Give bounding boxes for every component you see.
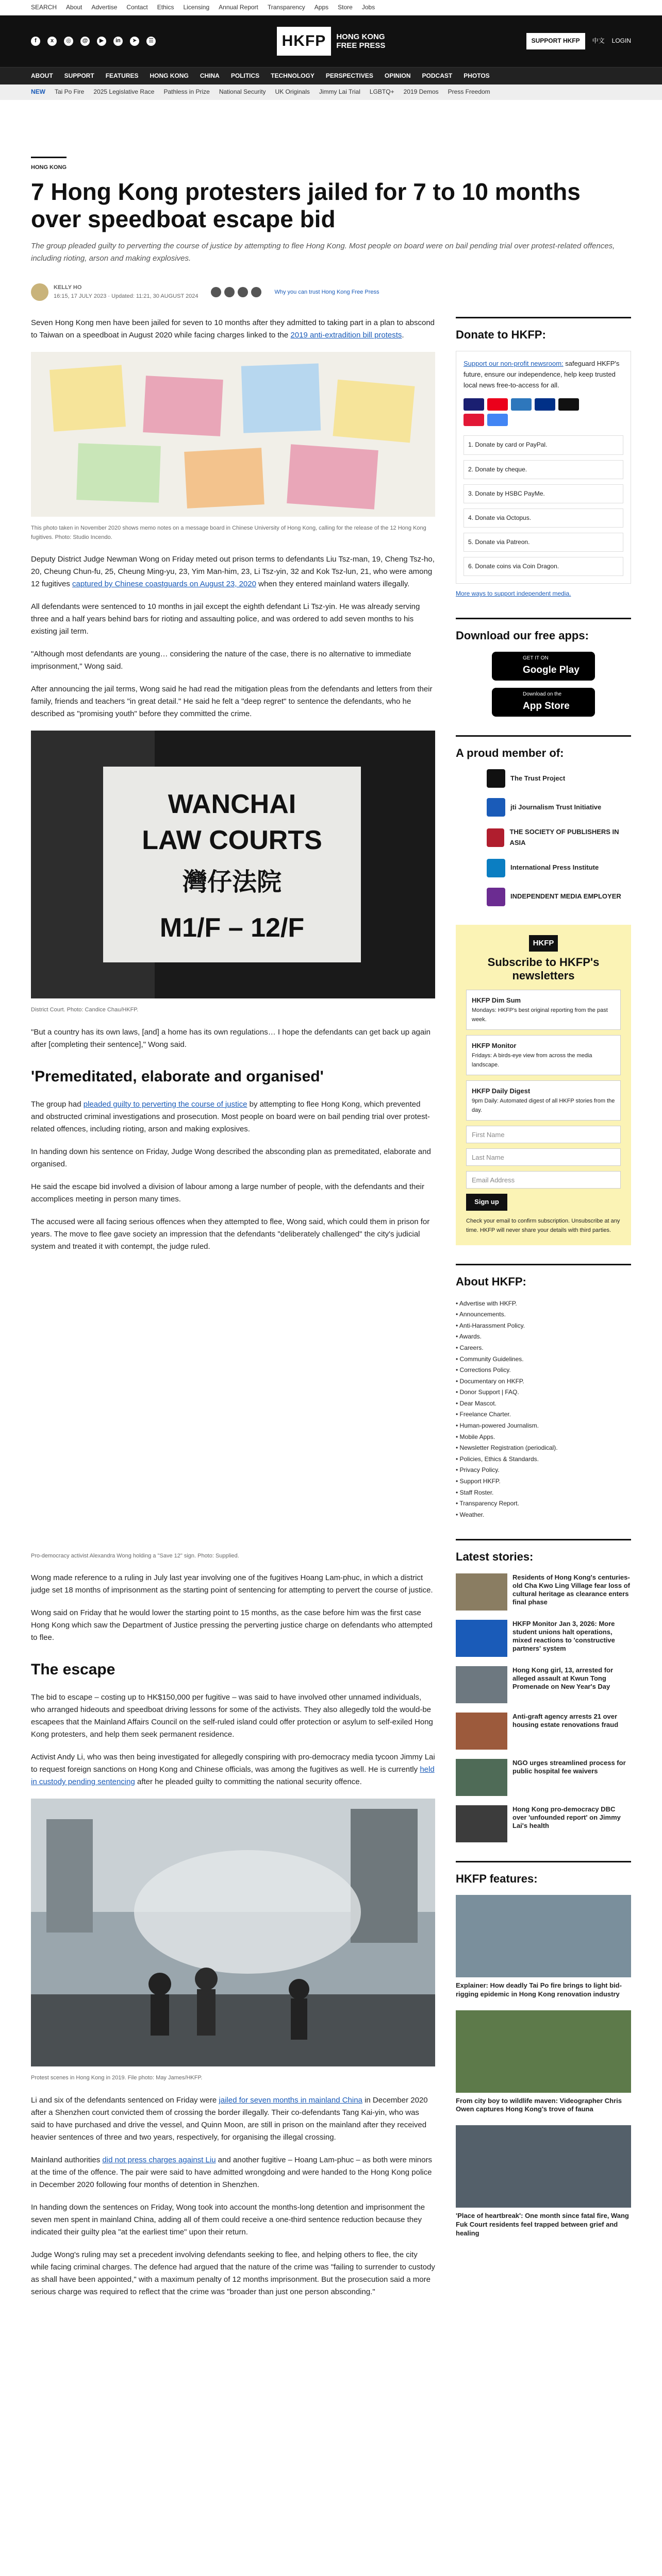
member-logo[interactable]: THE SOCIETY OF PUBLISHERS IN ASIA — [487, 827, 631, 849]
about-link[interactable]: • Advertise with HKFP. — [456, 1298, 631, 1310]
nav-features[interactable]: FEATURES — [105, 72, 139, 79]
share-email-icon[interactable] — [251, 287, 261, 297]
share-whatsapp-icon[interactable] — [238, 287, 248, 297]
donate-option[interactable]: 3. Donate by HSBC PayMe. — [464, 484, 623, 503]
story-thumbnail — [456, 1805, 507, 1842]
linkedin-icon[interactable]: in — [113, 37, 123, 46]
member-logo[interactable]: INDEPENDENT MEDIA EMPLOYER — [487, 888, 631, 906]
threads-icon[interactable]: @ — [80, 37, 90, 46]
trending-item[interactable]: Press Freedom — [448, 88, 490, 96]
newsletter-title: Subscribe to HKFP's newsletters — [487, 955, 600, 982]
share-icons — [211, 287, 261, 297]
trending-item[interactable]: National Security — [219, 88, 266, 96]
logo-mark: HKFP — [277, 27, 332, 56]
nav-about[interactable]: ABOUT — [31, 72, 53, 79]
advertise-link[interactable]: Advertise — [91, 3, 118, 11]
about-link[interactable]: • Freelance Charter. — [456, 1409, 631, 1420]
google-play-label: Google Play — [523, 664, 580, 675]
inline-link[interactable]: captured by Chinese coastguards on August 23, 2020 — [72, 580, 256, 589]
feature-story[interactable]: Explainer: How deadly Tai Po fire brings to light bid-rigging epidemic in Hong Kong renovation industry — [456, 1895, 631, 1999]
newsletter-option[interactable]: HKFP Daily Digest 9pm Daily: Automated digest of all HKFP stories from the day. — [466, 1080, 621, 1121]
twitter-icon[interactable]: x — [47, 37, 57, 46]
byline-text: KELLY HO 16:15, 17 JULY 2023 · Updated: 11:21, 30 AUGUST 2024 — [54, 284, 198, 300]
utility-bar — [0, 0, 662, 15]
newsletter-option[interactable]: HKFP Dim Sum Mondays: HKFP's best original reporting from the past week. — [466, 990, 621, 1030]
image-caption: This photo taken in November 2020 shows memo notes on a message board in Chinese University of Hong Kong, calling for the release of the 12 Hong Kong fugitives. Photo: Studio Incendo. — [31, 524, 426, 540]
about-link[interactable]: • Staff Roster. — [456, 1487, 631, 1499]
header-actions — [431, 33, 631, 49]
site-header — [0, 15, 662, 67]
member-logo[interactable]: The Trust Project — [487, 769, 631, 788]
inline-link[interactable]: did not press charges against Liu — [102, 2155, 216, 2164]
story-thumbnail — [456, 1759, 507, 1796]
rss-icon[interactable]: ☰ — [146, 37, 156, 46]
subheading: 'Premeditated, elaborate and organised' — [31, 1067, 324, 1085]
about-link[interactable]: • Anti-Harassment Policy. — [456, 1320, 631, 1332]
more-support-link[interactable]: More ways to support independent media. — [456, 590, 571, 598]
donate-link[interactable]: Support our non-profit newsroom: — [464, 360, 564, 368]
about-link[interactable]: • Weather. — [456, 1510, 631, 1521]
telegram-icon[interactable]: ➤ — [130, 37, 139, 46]
instagram-icon[interactable]: ◎ — [64, 37, 73, 46]
paragraph: Wong made reference to a ruling in July last year involving one of the fugitives Hoang Lam-phuc, in which a district judge set 18 months of imprisonment as the starting point of sentencing for attempting to pervert the course of justice. — [31, 1573, 433, 1595]
features-widget — [456, 1861, 631, 2238]
paragraph: In handing down his sentence on Friday, Judge Wong described the absconding plan as premeditated, elaborate and organised. — [31, 1147, 431, 1168]
paragraph: Judge Wong's ruling may set a precedent involving defendants seeking to flee, and helping others to flee, the city while facing criminal charges. The defence had argued that the nature of the crime was "failing to surrender to custody as shall have been appointed," with a maximum penalty of 12 months imprisonment. But the prosecution said a more serious charge was required to reflect that the crime was "broader than just one person absconding." — [31, 2250, 435, 2296]
apps-title: Download our free apps: — [456, 629, 589, 642]
paragraph: Wong said on Friday that he would lower the starting point to 15 months, as the case before him was the first case Hong Kong which saw the Department of Justice pressing the perverting justice charge on defendants who attempted to flee. — [31, 1608, 433, 1642]
language-switch[interactable]: 中文 — [592, 37, 605, 45]
feature-image — [456, 2010, 631, 2093]
author-avatar — [31, 283, 48, 301]
about-link[interactable]: • Transparency Report. — [456, 1498, 631, 1510]
image-caption: Pro-democracy activist Alexandra Wong holding a "Save 12" sign. Photo: Supplied. — [31, 1552, 239, 1559]
latest-story[interactable]: Residents of Hong Kong's centuries-old Cha Kwo Ling Village fear loss of cultural heritage as clearance enters final phase — [456, 1573, 631, 1611]
story-thumbnail — [456, 1713, 507, 1750]
paragraph: The accused were all facing serious offences when they attempted to flee, Wong said, which could them in prison for years. The move to flee gave society an impression that the defendants "deliberately challenged" the city's judicial system and treated it with contempt, the judge ruled. — [31, 1217, 430, 1251]
contact-link[interactable]: Contact — [126, 3, 148, 11]
about-link[interactable]: • Donor Support | FAQ. — [456, 1387, 631, 1398]
trending-item[interactable]: Tai Po Fire — [55, 88, 85, 96]
trending-item[interactable]: 2019 Demos — [403, 88, 439, 96]
about-link[interactable]: • Dear Mascot. — [456, 1398, 631, 1410]
member-logo[interactable]: International Press Institute — [487, 859, 631, 877]
inline-link[interactable]: held in custody pending sentencing — [31, 1765, 435, 1787]
nav-opinion[interactable]: OPINION — [384, 72, 411, 79]
paragraph: The group had pleaded guilty to perverting the course of justice by attempting to flee Hong Kong, which prevented and obstructed criminal investigations and prosecution. Most people on board were on bail pending trial over protest-related offences, including rioting, arson and making explosives. — [31, 1099, 430, 1133]
inline-link[interactable]: 2019 anti-extradition bill protests — [290, 330, 402, 340]
donate-box — [456, 351, 631, 584]
logo-text — [336, 32, 385, 50]
author-name[interactable]: KELLY HO — [54, 284, 82, 291]
nav-china[interactable]: CHINA — [200, 72, 220, 79]
article-title: 7 Hong Kong protesters jailed for 7 to 10 months over speedboat escape bid — [31, 178, 581, 232]
nav-hong-kong[interactable]: HONG KONG — [150, 72, 189, 79]
donate-option[interactable]: 1. Donate by card or PayPal. — [464, 435, 623, 454]
paragraph: "Although most defendants are young… considering the nature of the case, there is no alternative to immediate imprisonment," Wong said. — [31, 650, 411, 671]
nav-politics[interactable]: POLITICS — [230, 72, 260, 79]
ethics-link[interactable]: Ethics — [157, 3, 174, 11]
article-columns — [31, 317, 631, 2309]
share-facebook-icon[interactable] — [211, 287, 221, 297]
transparency-link[interactable]: Transparency — [267, 3, 305, 11]
latest-story[interactable]: Anti-graft agency arrests 21 over housing estate renovations fraud — [456, 1713, 631, 1750]
about-link[interactable]: • Newsletter Registration (periodical). — [456, 1443, 631, 1454]
paragraph: In handing down the sentences on Friday, Wong took into account the months-long detention and imprisonment the seven men spent in mainland China, adding all of them could receive a one-third sentence reduction because they indicated their guilty plea "at the earliest time" upon their return. — [31, 2202, 425, 2236]
story-thumbnail — [456, 1573, 507, 1611]
article-image-memo-board — [31, 352, 435, 517]
site-logo[interactable] — [231, 27, 431, 56]
features-title: HKFP features: — [456, 1872, 538, 1885]
licensing-link[interactable]: Licensing — [183, 3, 210, 11]
story-thumbnail — [456, 1666, 507, 1703]
about-widget — [456, 1264, 631, 1520]
paragraph: "But a country has its own laws, [and] a home has its own regulations… I hope the defendants can get back up again after [completing their sentence]," Wong said. — [31, 1027, 431, 1049]
paragraph: Li and six of the defendants sentenced on Friday were jailed for seven months in mainland China in December 2020 after a Shenzhen court convicted them of crossing the border illegally. Their co-defendants Tang Kai-yin, who was said to have purchased and drive the vessel, and Quinn Moon, are still in prison on the mainland after they received heavier sentences of three and two years, respectively, for organising the illegal crossing. — [31, 2095, 428, 2142]
feature-story[interactable]: From city boy to wildlife maven: Videographer Chris Owen captures Hong Kong's trove of fauna — [456, 2010, 631, 2114]
employer-icon — [487, 888, 505, 906]
article-body — [31, 317, 435, 2309]
about-list — [456, 1298, 631, 1521]
latest-story[interactable]: NGO urges streamlined process for public hospital fee waivers — [456, 1759, 631, 1796]
latest-story[interactable]: Hong Kong girl, 13, arrested for alleged assault at Kwun Tong Promenade on New Year's Day — [456, 1666, 631, 1703]
app-store-label: App Store — [523, 700, 570, 711]
paragraph: Mainland authorities did not press charges against Liu and another fugitive – Hoang Lam-phuc – as both were minors at the time of the offence. The pair were said to have admitted wrongdoing and were handed to the Hong Kong police in December 2020 following four months of detention in Shenzhen. — [31, 2155, 432, 2189]
app-store-button[interactable] — [492, 688, 595, 717]
jobs-link[interactable]: Jobs — [361, 3, 375, 11]
latest-story[interactable]: Hong Kong pro-democracy DBC over 'unfounded report' on Jimmy Lai's health — [456, 1805, 631, 1842]
nav-perspectives[interactable]: PERSPECTIVES — [325, 72, 373, 79]
latest-stories-widget — [456, 1539, 631, 1842]
latest-title: Latest stories: — [456, 1550, 534, 1564]
about-link[interactable]: • Documentary on HKFP. — [456, 1376, 631, 1387]
sign-line-4: M1/F – 12/F — [159, 913, 305, 943]
about-link[interactable]: • Policies, Ethics & Standards. — [456, 1454, 631, 1465]
trending-item[interactable]: Pathless in Prize — [163, 88, 210, 96]
paragraph: After announcing the jail terms, Wong said he had read the mitigation pleas from the defendants and letters from their family, friends and teachers "in great detail." He said he felt a "deep regret" to sentence the defendants, who he described as "promising youth" before they committed the crime. — [31, 685, 433, 719]
updated-date: Updated: 11:21, 30 AUGUST 2024 — [111, 293, 198, 300]
about-link[interactable]: • Corrections Policy. — [456, 1365, 631, 1376]
nav-photos[interactable]: PHOTOS — [464, 72, 490, 79]
about-link[interactable]: • Privacy Policy. — [456, 1465, 631, 1476]
section-tag[interactable]: HONG KONG — [31, 157, 67, 173]
youtube-icon[interactable]: ▶ — [97, 37, 106, 46]
payment-icons — [464, 396, 618, 427]
share-twitter-icon[interactable] — [224, 287, 235, 297]
nav-podcast[interactable]: PODCAST — [422, 72, 453, 79]
google-play-button[interactable] — [492, 652, 595, 681]
sign-line-2: LAW COURTS — [142, 825, 322, 856]
member-logo[interactable]: jti Journalism Trust Initiative — [487, 798, 631, 817]
donate-title: Donate to HKFP: — [456, 328, 546, 341]
trending-bar — [0, 84, 662, 100]
paragraph: The bid to escape – costing up to HK$150,000 per fugitive – was said to have involved other unnamed individuals, who arranged hideouts and speedboat driving lessons for some of the activists. They also allegedly told the would-be escapees that the Mainland Affairs Council on the self-ruled island could offer protection or asylum to self-exiled Hong Kong protesters, and help them seek permanent residence. — [31, 1693, 433, 1739]
subheading: The escape — [31, 1661, 115, 1679]
logo-line-1: HONG KONG — [336, 32, 385, 41]
trust-badge[interactable]: Why you can trust Hong Kong Free Press — [274, 289, 379, 295]
newsletter-note: Check your email to confirm subscription. Unsubscribe at any time. HKFP will never share your details with third parties. — [466, 1218, 620, 1233]
facebook-icon[interactable]: f — [31, 37, 40, 46]
paragraph: Activist Andy Li, who was then being investigated for allegedly conspiring with pro-democracy media tycoon Jimmy Lai to request foreign sanctions on Hong Kong and Chinese officials, was among the fugitives as well. He is currently held in custody pending sentencing after he pleaded guilty to committing the national security offence. — [31, 1753, 435, 1787]
last-name-field[interactable]: Last Name — [466, 1148, 621, 1166]
donate-widget — [456, 317, 631, 599]
byline — [31, 283, 631, 301]
paragraph: Seven Hong Kong men have been jailed for seven to 10 months after they admitted to taking part in a plan to abscond to Taiwan on a speedboat in August 2020 while facing charges linked to the 2019 anti-extradition bill protests. — [31, 318, 435, 340]
first-name-field[interactable]: First Name — [466, 1126, 621, 1143]
donate-text: Support our non-profit newsroom: safeguard HKFP's future, ensure our independence, help keep trusted local news free-to-access for all. — [464, 360, 620, 389]
about-link[interactable]: • Human-powered Journalism. — [456, 1420, 631, 1432]
feature-story[interactable]: 'Place of heartbreak': One month since fatal fire, Wang Fuk Court residents feel trapped between grief and healing — [456, 2125, 631, 2238]
sign-line-1: WANCHAI — [168, 789, 296, 820]
member-title: A proud member of: — [456, 746, 564, 759]
trending-item[interactable]: Jimmy Lai Trial — [319, 88, 360, 96]
apps-link[interactable]: Apps — [314, 3, 329, 11]
annual-report-link[interactable]: Annual Report — [219, 3, 258, 11]
article-image-court-sign — [31, 731, 435, 998]
donate-option[interactable]: 2. Donate by cheque. — [464, 460, 623, 479]
inline-link[interactable]: jailed for seven months in mainland China — [219, 2095, 362, 2105]
story-thumbnail — [456, 1620, 507, 1657]
newsletter-logo: HKFP — [529, 935, 558, 952]
app-store-small: Download on the — [523, 691, 562, 697]
signup-button[interactable]: Sign up — [466, 1194, 507, 1211]
paragraph: He said the escape bid involved a division of labour among a large number of people, with the defendants and their accomplices meeting in person many times. — [31, 1182, 424, 1204]
inline-link[interactable]: pleaded guilty to perverting the course of justice — [83, 1099, 247, 1109]
publish-date: 16:15, 17 JULY 2023 — [54, 293, 107, 300]
donate-option[interactable]: 6. Donate coins via Coin Dragon. — [464, 557, 623, 576]
about-link[interactable]: • Awards. — [456, 1331, 631, 1343]
sopa-icon — [487, 828, 504, 847]
social-icons — [31, 37, 231, 46]
ipi-icon — [487, 859, 505, 877]
latest-story[interactable]: HKFP Monitor Jan 3, 2026: More student unions halt operations, mixed reactions to 'constructive partners' system — [456, 1620, 631, 1657]
paragraph: Deputy District Judge Newman Wong on Friday meted out prison terms to defendants Liu Tsz-man, 19, Cheng Tsz-ho, 20, Cheung Chun-fu, 25, Cheung Ming-yu, 23, Yim Man-him, 23, Li Tsz-yin, 32 and Kok Tsz-lun, 21, who were among 12 fugitives captured by Chinese coastguards on August 23, 2020 when they entered mainland waters illegally. — [31, 555, 435, 589]
about-title: About HKFP: — [456, 1275, 526, 1289]
trust-project-icon — [487, 769, 505, 788]
trending-item[interactable]: 2025 Legislative Race — [93, 88, 155, 96]
email-field[interactable]: Email Address — [466, 1171, 621, 1189]
main-nav — [0, 67, 662, 84]
membership-widget — [456, 735, 631, 906]
nav-technology[interactable]: TECHNOLOGY — [271, 72, 315, 79]
paragraph: All defendants were sentenced to 10 months in jail except the eighth defendant Li Tsz-yin. He was already serving three and a half years behind bars for rioting and assaulting police, and was ordered to add seven months to his existing jail term. — [31, 602, 420, 636]
embedded-media-placeholder — [31, 1263, 435, 1552]
search-link[interactable]: SEARCH — [31, 3, 57, 11]
google-play-small: GET IT ON — [523, 655, 549, 661]
content-wrapper — [0, 100, 662, 2309]
donate-option[interactable]: 5. Donate via Patreon. — [464, 533, 623, 552]
login-link[interactable]: LOGIN — [611, 37, 631, 45]
sidebar — [456, 317, 631, 2309]
nav-support[interactable]: SUPPORT — [64, 72, 94, 79]
store-link[interactable]: Store — [338, 3, 353, 11]
jti-icon — [487, 798, 505, 817]
about-link[interactable]: • Support HKFP. — [456, 1476, 631, 1487]
support-button[interactable]: SUPPORT HKFP — [526, 33, 585, 49]
logo-line-2: FREE PRESS — [336, 41, 386, 50]
new-badge: NEW — [31, 88, 45, 96]
newsletter-widget — [456, 925, 631, 1246]
sign-line-3: 灣仔法院 — [182, 868, 282, 897]
apps-widget — [456, 618, 631, 717]
about-link[interactable]: • Announcements. — [456, 1309, 631, 1320]
article-image-protest-scene — [31, 1799, 435, 2066]
feature-image — [456, 1895, 631, 1977]
about-link[interactable]: • Community Guidelines. — [456, 1354, 631, 1365]
about-link[interactable]: About — [66, 3, 82, 11]
feature-image — [456, 2125, 631, 2208]
trending-item[interactable]: LGBTQ+ — [369, 88, 394, 96]
about-link[interactable]: • Mobile Apps. — [456, 1432, 631, 1443]
image-caption: District Court. Photo: Candice Chau/HKFP. — [31, 1007, 139, 1013]
newsletter-option[interactable]: HKFP Monitor Fridays: A birds-eye view from across the media landscape. — [466, 1035, 621, 1075]
image-caption: Protest scenes in Hong Kong in 2019. File photo: May James/HKFP. — [31, 2075, 203, 2081]
trending-item[interactable]: UK Originals — [275, 88, 310, 96]
donate-option[interactable]: 4. Donate via Octopus. — [464, 509, 623, 528]
article-excerpt: The group pleaded guilty to perverting the course of justice by attempting to flee Hong Kong. Most people on board were on bail pending trial over protest-related offences, including rioting, arson and making explosives. — [31, 241, 615, 263]
about-link[interactable]: • Careers. — [456, 1343, 631, 1354]
